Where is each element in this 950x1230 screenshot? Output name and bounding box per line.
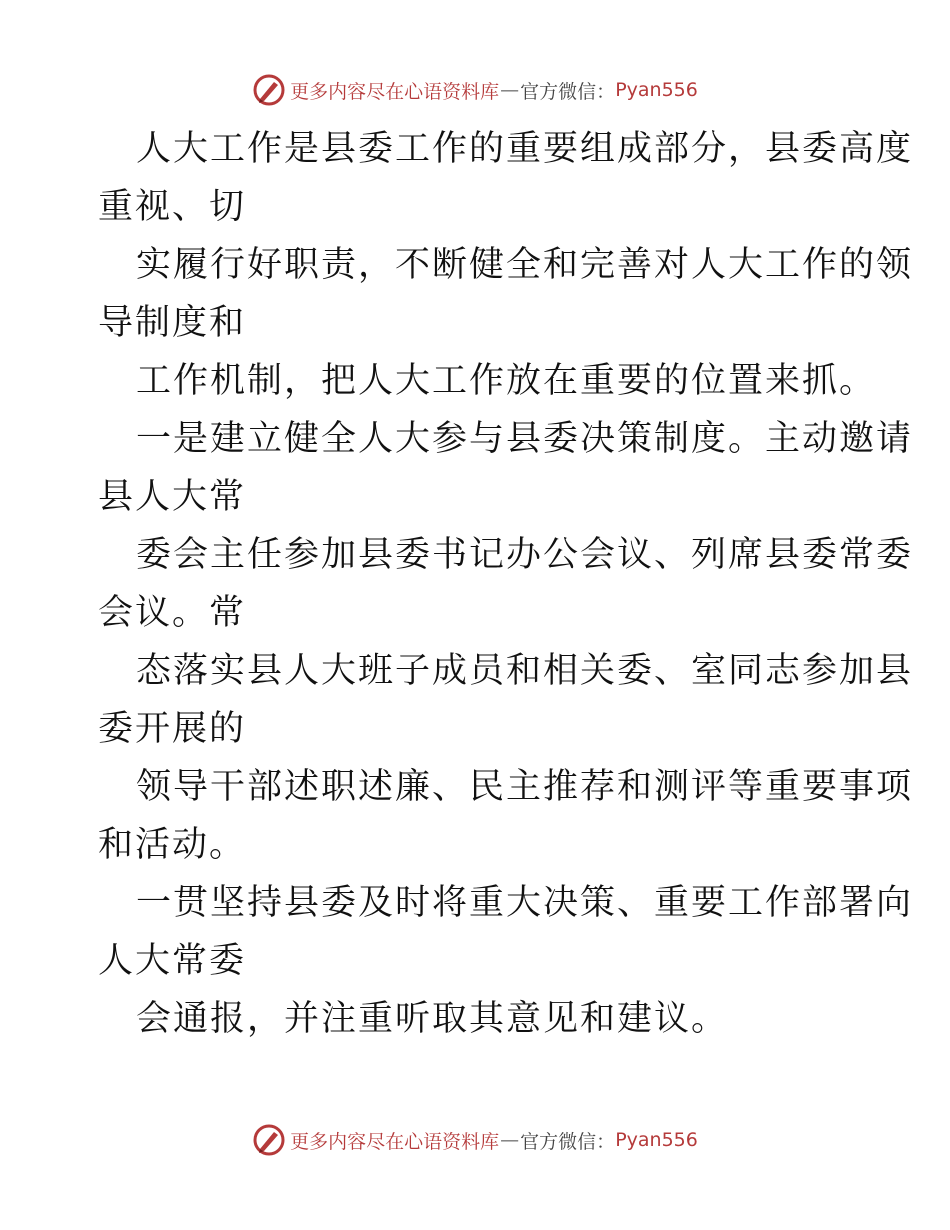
document-body (98, 120, 914, 1048)
text-line: 领导干部述职述廉、民主推荐和测评等重要事项 (136, 767, 914, 807)
text-line: 人大常委 (98, 941, 247, 981)
header-banner (0, 70, 950, 110)
text-line: 委会主任参加县委书记办公会议、列席县委常委 (136, 535, 914, 575)
pen-circle-logo-icon (252, 1123, 286, 1157)
text-line: 实履行好职责，不断健全和完善对人大工作的领 (136, 245, 914, 285)
banner-slogan: 更多内容尽在心语资料库 (290, 1130, 500, 1153)
pen-circle-logo-icon (252, 73, 286, 107)
text-line: 会议。常 (98, 593, 247, 633)
banner-wechat-id: Pyan556 (615, 79, 698, 101)
banner-wechat-label: 官方微信： (520, 1130, 616, 1153)
text-line: 工作机制，把人大工作放在重要的位置来抓。 (136, 361, 877, 401)
text-line: 县人大常 (98, 477, 247, 517)
text-line: 会通报，并注重听取其意见和建议。 (136, 999, 729, 1039)
footer-banner (0, 1120, 950, 1160)
banner-separator: — (500, 1129, 520, 1151)
text-line: 一是建立健全人大参与县委决策制度。主动邀请 (136, 419, 914, 459)
text-line: 一贯坚持县委及时将重大决策、重要工作部署向 (136, 883, 914, 923)
banner-wechat-id: Pyan556 (615, 1129, 698, 1151)
text-line: 重视、切 (98, 187, 247, 227)
banner-slogan: 更多内容尽在心语资料库 (290, 80, 500, 103)
text-line: 委开展的 (98, 709, 247, 749)
banner-wechat-label: 官方微信： (520, 80, 616, 103)
banner-separator: — (500, 79, 520, 101)
text-line: 人大工作是县委工作的重要组成部分，县委高度 (136, 129, 914, 169)
text-line: 和活动。 (98, 825, 247, 865)
text-line: 态落实县人大班子成员和相关委、室同志参加县 (136, 651, 914, 691)
text-line: 导制度和 (98, 303, 247, 343)
